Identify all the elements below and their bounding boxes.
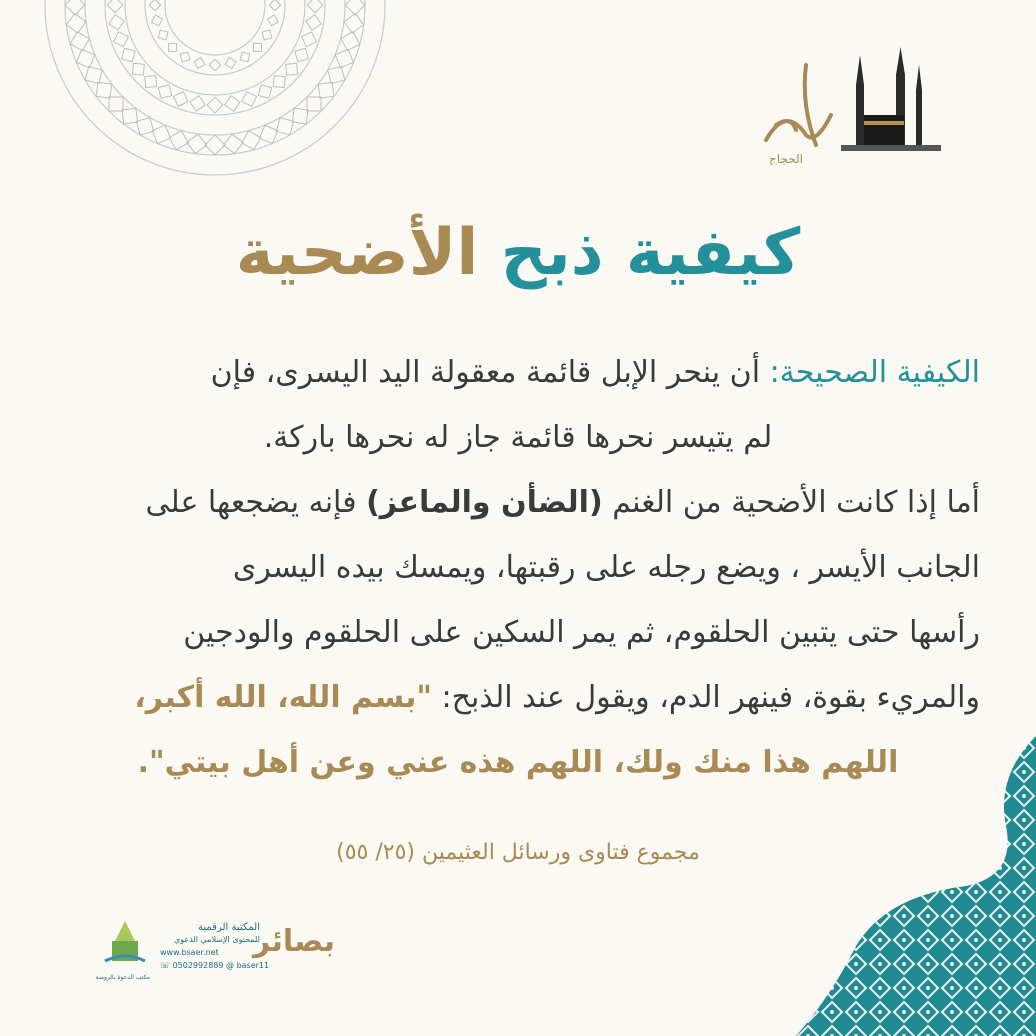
partner-logo-icon	[100, 916, 150, 976]
hajj-logo	[746, 45, 946, 165]
mandala-tile	[273, 76, 285, 88]
mandala-tile	[122, 48, 135, 61]
mandala-tile	[180, 52, 190, 62]
mandala-tile	[145, 76, 157, 88]
mandala-tile	[194, 57, 205, 68]
phone-text: 0502992889	[172, 961, 224, 970]
mandala-tile	[328, 66, 345, 83]
mandala-ornament	[40, 0, 390, 180]
mandala-tile	[205, 135, 225, 155]
mandala-tile	[225, 96, 240, 111]
mandala-tile	[258, 85, 271, 98]
mandala-tile	[158, 30, 168, 40]
mandala-tile	[152, 15, 163, 26]
text-line-7: اللهم هذا منك ولك، اللهم هذه عني وعن أهل بيتي".	[137, 745, 899, 780]
mandala-tile	[122, 108, 138, 124]
website-text: www.bsaer.net	[160, 948, 219, 957]
mandala-tile	[223, 134, 243, 154]
page-title	[0, 198, 1036, 308]
mandala-tile	[169, 43, 177, 51]
at-icon: @	[226, 961, 235, 970]
mandala-tile	[114, 32, 129, 47]
text-line-6	[56, 665, 980, 730]
line3-a: أما إذا كانت الأضحية من الغنم	[612, 485, 980, 520]
mandala-tile	[269, 0, 280, 11]
title-part2: الأضحية	[235, 216, 479, 290]
text-line-5: رأسها حتى يتبين الحلقوم، ثم يمر السكين على الحلقوم والودجين	[183, 615, 980, 650]
mandala-tile	[207, 97, 223, 113]
mandala-tile	[109, 15, 124, 30]
line3-c: فإنه يضجعها على	[145, 485, 357, 520]
mandala-tile	[240, 52, 250, 62]
mandala-tile	[345, 0, 365, 15]
line3-b: (الضأن والماعز)	[366, 485, 603, 520]
partner-name: مكتب الدعوة بالروضة	[95, 974, 150, 981]
mandala-tile	[96, 82, 112, 98]
mandala-tile	[169, 131, 188, 150]
lead-label: الكيفية الصحيحة:	[769, 355, 980, 390]
mandala-tile	[242, 131, 261, 150]
mandala-tile	[253, 43, 261, 51]
contact-row	[160, 961, 269, 970]
mandala-tile	[66, 13, 86, 33]
mandala-tile	[276, 118, 293, 135]
line6-a: والمريء بقوة، فينهر الدم، ويقول عند الذبح:	[441, 680, 980, 715]
mandala-tile	[295, 48, 308, 61]
text-line-3	[56, 470, 980, 535]
mandala-tile	[335, 49, 353, 67]
mandala-tile	[267, 15, 278, 26]
body-paragraph	[56, 340, 980, 795]
footer-logos	[95, 916, 340, 986]
library-line1: المكتبة الرقمية	[198, 922, 260, 933]
source-citation: مجموع فتاوى ورسائل العثيمين (٢٥/ ٥٥)	[336, 840, 700, 865]
mandala-tile	[136, 118, 153, 135]
mandala-tile	[77, 49, 95, 67]
mandala-tile	[152, 125, 170, 143]
mandala-tile	[209, 59, 220, 70]
brand-logo: بصائر	[252, 924, 335, 959]
text-line-4: الجانب الأيسر ، ويضع رجله على رقبتها، ويمسك بيده اليسرى	[232, 550, 980, 585]
mandala-tile	[225, 57, 236, 68]
title-part1: كيفية ذبح	[500, 216, 801, 290]
mandala-tile	[307, 97, 321, 111]
mandala-tile	[70, 32, 89, 51]
mandala-tile	[149, 0, 160, 11]
mandala-tile	[306, 15, 321, 30]
mandala-tile	[307, 0, 323, 13]
mandala-tile	[109, 97, 123, 111]
line1-text: أن ينحر الإبل قائمة معقولة اليد اليسرى، فإن	[210, 355, 761, 390]
text-line-1	[56, 340, 980, 405]
mandala-tile	[292, 108, 308, 124]
mandala-tile	[286, 63, 298, 75]
mandala-tile	[344, 13, 364, 33]
mandala-tile	[259, 125, 277, 143]
mandala-tile	[158, 85, 171, 98]
mandala-tile	[107, 0, 123, 13]
mandala-tile	[190, 96, 205, 111]
mandala-tile	[318, 82, 334, 98]
mandala-tile	[173, 92, 188, 107]
mandala-tile	[187, 134, 207, 154]
line6-b: "بسم الله، الله أكبر،	[134, 680, 432, 715]
text-line-2: لم يتيسر نحرها قائمة جاز له نحرها باركة.	[263, 420, 773, 455]
phone-icon: ☏	[160, 961, 171, 970]
library-line2: للمحتوى الإسلامي الدعوي	[173, 935, 260, 944]
mandala-tile	[302, 32, 317, 47]
mandala-tile	[242, 92, 257, 107]
mandala-tile	[262, 30, 272, 40]
mandala-tile	[132, 63, 144, 75]
handle-text: baser11	[236, 961, 270, 970]
mandala-tile	[65, 0, 85, 15]
mandala-tile	[341, 32, 360, 51]
logo-text: الحجاج	[769, 152, 803, 165]
mandala-tile	[85, 66, 102, 83]
